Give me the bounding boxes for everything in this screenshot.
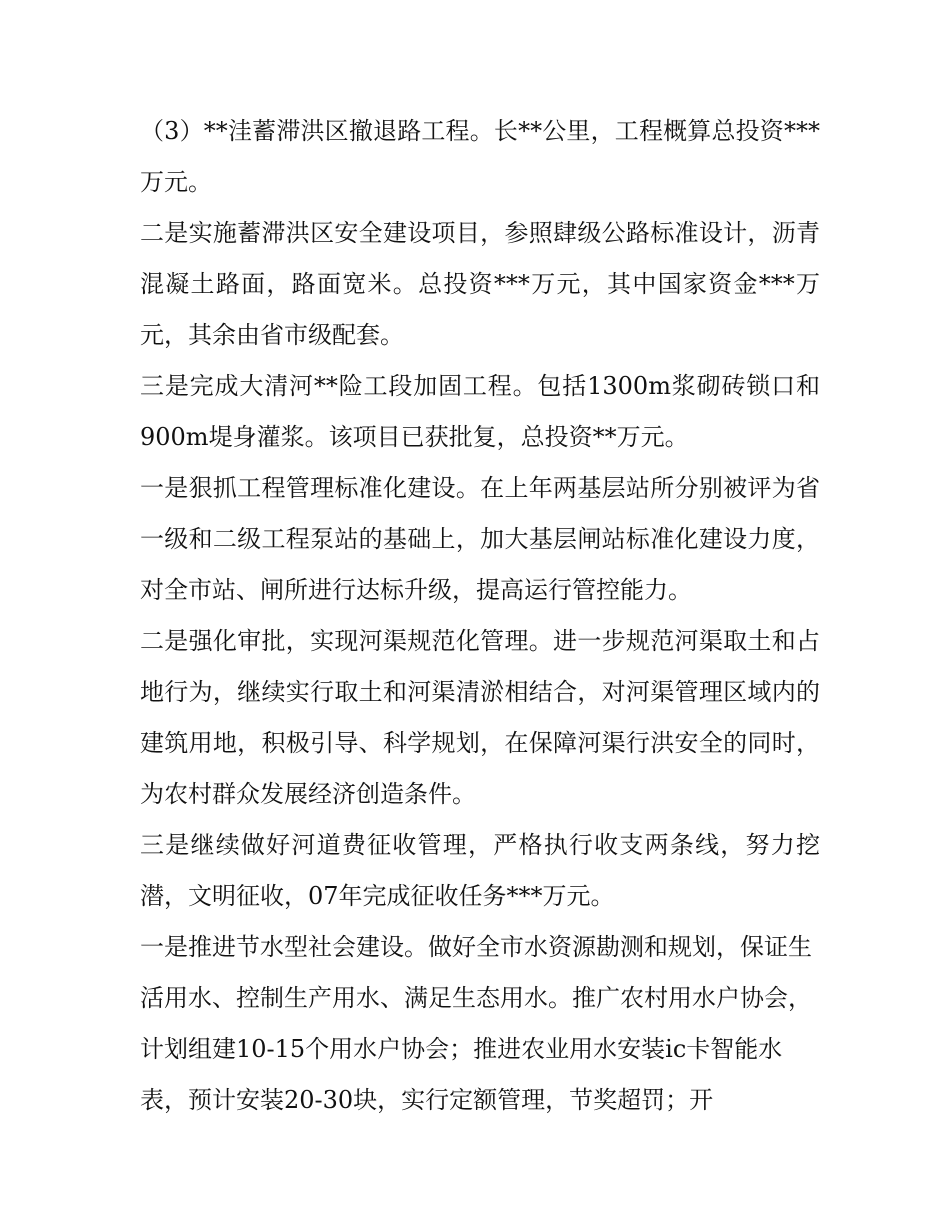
paragraph-water-saving: 一是推进节水型社会建设。做好全市水资源勘测和规划，保证生活用水、控制生产用水、满足生态用水。推广农村用水户协会，计划组建10-15个用水户协会；推进农业用水安装ic卡智能水表，预计安装20-30块，实行定额管理，节奖超罚；开: [140, 933, 812, 1114]
paragraph-withdrawal-road: （3）**洼蓄滞洪区撤退路工程。长**公里，工程概算总投资***万元。: [140, 117, 820, 196]
paragraph-standardization: 一是狠抓工程管理标准化建设。在上年两基层站所分别被评为省一级和二级工程泵站的基础上，加大基层闸站标准化建设力度，对全市站、闸所进行达标升级，提高运行管控能力。: [140, 474, 820, 604]
paragraph-flood-area-safety: 二是实施蓄滞洪区安全建设项目，参照肆级公路标准设计，沥青混凝土路面，路面宽米。总投资***万元，其中国家资金***万元，其余由省市级配套。: [140, 219, 820, 349]
paragraph-daqing-river-reinforcement: 三是完成大清河**险工段加固工程。包括1300m浆砌砖锁口和900m堤身灌浆。该项目已获批复，总投资**万元。: [140, 372, 820, 451]
paragraph-approval-management: 二是强化审批，实现河渠规范化管理。进一步规范河渠取土和占地行为，继续实行取土和河渠清淤相结合，对河渠管理区域内的建筑用地，积极引导、科学规划，在保障河渠行洪安全的同时，为农村群众发展经济创造条件。: [140, 627, 820, 808]
paragraph-fee-collection: 三是继续做好河道费征收管理，严格执行收支两条线，努力挖潜，文明征收，07年完成征收任务***万元。: [140, 831, 820, 910]
document-body: [140, 106, 820, 1126]
